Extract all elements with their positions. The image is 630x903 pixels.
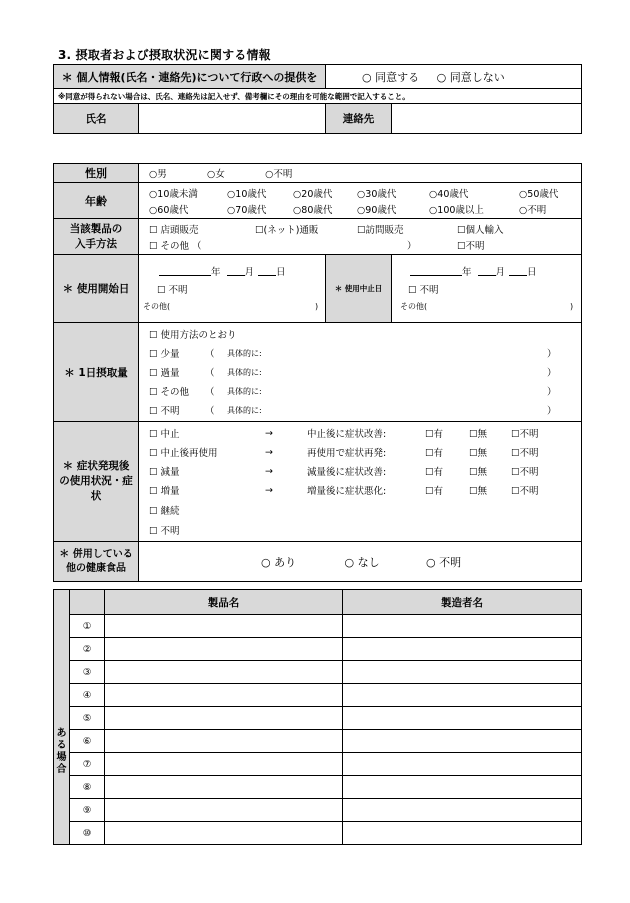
product-row-number: ⑤ [70, 707, 105, 730]
maker-name-field[interactable] [343, 776, 582, 799]
start-other-close: ) [315, 302, 319, 311]
age-option[interactable]: ○40歳代 [429, 188, 469, 200]
start-month-unit: 月 [244, 266, 255, 278]
age-option[interactable]: ○80歳代 [293, 204, 333, 216]
symptom-no-checkbox[interactable]: ☐無 [469, 486, 488, 497]
intake-paren: （ [205, 406, 215, 417]
consent-agree-radio[interactable]: ○ 同意する [362, 70, 420, 84]
source-label-line2: 入手方法 [75, 237, 117, 250]
product-name-field[interactable] [105, 661, 343, 684]
source-visit-checkbox[interactable]: ☐訪問販売 [357, 224, 404, 236]
maker-name-field[interactable] [343, 638, 582, 661]
age-option[interactable]: ○不明 [519, 204, 547, 216]
symptom-unknown-checkbox[interactable]: ☐不明 [511, 467, 539, 478]
product-name-field[interactable] [105, 822, 343, 845]
age-option[interactable]: ○90歳代 [357, 204, 397, 216]
symptom-continue-checkbox[interactable]: ☐ 継続 [149, 505, 180, 517]
product-row-number: ⑦ [70, 753, 105, 776]
intake-unknown-detail[interactable]: 具体的に: [227, 405, 262, 415]
intake-other-checkbox[interactable]: ☐ その他 [149, 387, 190, 398]
intake-as-directed-checkbox[interactable]: ☐ 使用方法のとおり [149, 330, 237, 341]
intake-small-checkbox[interactable]: ☐ 少量 [149, 349, 180, 360]
source-label-line1: 当該製品の [69, 222, 123, 235]
concomitant-label-line2: 他の健康食品 [66, 562, 126, 574]
start-date-label: ＊ 使用開始日 [54, 255, 139, 323]
consent-label: ＊ 個人情報(氏名・連絡先)について行政への提供を [54, 65, 326, 89]
symptom-label-line3: 状 [90, 490, 102, 502]
symptom-unknown-checkbox[interactable]: ☐不明 [511, 486, 539, 497]
col-product-name: 製品名 [105, 590, 343, 615]
maker-name-field[interactable] [343, 822, 582, 845]
source-unknown-checkbox[interactable]: ☐不明 [457, 240, 485, 252]
stop-other-field[interactable]: その他( [400, 302, 428, 311]
age-option[interactable]: ○10歳代 [227, 188, 267, 200]
age-option[interactable]: ○30歳代 [357, 188, 397, 200]
sex-male-radio[interactable]: ○男 [149, 169, 167, 180]
arrow-icon: → [265, 484, 273, 496]
start-other-field[interactable]: その他( [143, 302, 171, 311]
section-title: 3. 摂取者および摂取状況に関する情報 [58, 48, 271, 62]
intake-paren: （ [205, 387, 215, 398]
product-row-number: ⑨ [70, 799, 105, 822]
products-side-label: あ る 場 合 [54, 590, 70, 845]
maker-name-field[interactable] [343, 799, 582, 822]
symptom-no-checkbox[interactable]: ☐無 [469, 429, 488, 440]
intake-paren: （ [205, 349, 215, 360]
symptom-label-line2: の使用状況・症 [59, 475, 133, 487]
maker-name-field[interactable] [343, 615, 582, 638]
product-name-field[interactable] [105, 799, 343, 822]
stop-other-close: ) [570, 302, 574, 311]
start-year-unit: 年 [211, 266, 221, 278]
product-row-number: ① [70, 615, 105, 638]
arrow-icon: → [265, 465, 273, 477]
intake-close: ） [547, 406, 557, 417]
symptom-yes-checkbox[interactable]: ☐有 [425, 467, 444, 478]
main-info-table [53, 163, 582, 582]
consent-table [53, 64, 582, 134]
products-table [53, 589, 582, 845]
symptom-yes-checkbox[interactable]: ☐有 [425, 429, 444, 440]
start-year-field[interactable] [159, 265, 211, 276]
product-row-number: ⑩ [70, 822, 105, 845]
name-field[interactable] [139, 104, 326, 134]
product-row-number: ③ [70, 661, 105, 684]
symptom-unknown-checkbox[interactable]: ☐不明 [511, 429, 539, 440]
daily-intake-label: ＊ 1日摂取量 [54, 323, 139, 422]
maker-name-field[interactable] [343, 730, 582, 753]
stop-date-label: ＊ 使用中止日 [326, 255, 392, 323]
maker-name-field[interactable] [343, 661, 582, 684]
source-online-checkbox[interactable]: ☐(ネット)通販 [255, 224, 319, 236]
consent-note: ※同意が得られない場合は、氏名、連絡先は記入せず、備考欄にその理由を可能な範囲で記入すること。 [54, 89, 582, 104]
symptom-question: 再使用で症状再発: [307, 448, 387, 459]
source-other-checkbox[interactable]: ☐ その他 （ [149, 240, 202, 252]
product-name-field[interactable] [105, 615, 343, 638]
sex-unknown-radio[interactable]: ○不明 [265, 169, 293, 180]
start-day-field[interactable] [258, 265, 276, 276]
product-name-field[interactable] [105, 638, 343, 661]
stop-unknown-checkbox[interactable]: ☐ 不明 [408, 284, 439, 296]
stop-day-unit: 日 [527, 266, 537, 278]
intake-unknown-checkbox[interactable]: ☐ 不明 [149, 406, 180, 417]
product-row-number: ⑧ [70, 776, 105, 799]
symptom-yes-checkbox[interactable]: ☐有 [425, 486, 444, 497]
sex-female-radio[interactable]: ○女 [207, 169, 225, 180]
intake-small-detail[interactable]: 具体的に: [227, 348, 262, 358]
age-option[interactable]: ○60歳代 [149, 204, 189, 216]
stop-month-field[interactable] [478, 265, 496, 276]
symptom-reuse-checkbox[interactable]: ☐ 中止後再使用 [149, 448, 218, 459]
concomitant-unknown-radio[interactable]: ○ 不明 [426, 555, 462, 569]
intake-close: ） [547, 349, 557, 360]
name-label: 氏名 [54, 104, 139, 134]
product-name-field[interactable] [105, 753, 343, 776]
source-import-checkbox[interactable]: ☐個人輸入 [457, 224, 504, 236]
symptom-stop-checkbox[interactable]: ☐ 中止 [149, 429, 180, 440]
product-name-field[interactable] [105, 776, 343, 799]
contact-field[interactable] [392, 104, 582, 134]
intake-excess-checkbox[interactable]: ☐ 過量 [149, 368, 180, 379]
stop-year-unit: 年 [462, 266, 472, 278]
consent-disagree-radio[interactable]: ○ 同意しない [436, 70, 505, 84]
symptom-unknown-checkbox[interactable]: ☐不明 [511, 448, 539, 459]
age-label: 年齢 [54, 183, 139, 219]
symptom-yes-checkbox[interactable]: ☐有 [425, 448, 444, 459]
intake-paren: （ [205, 368, 215, 379]
age-option[interactable]: ○10歳未満 [149, 188, 198, 200]
start-day-unit: 日 [276, 266, 286, 278]
concomitant-no-radio[interactable]: ○ なし [344, 555, 380, 569]
stop-year-field[interactable] [410, 265, 462, 276]
symptom-label-line1: ＊ 症状発現後 [62, 460, 130, 472]
intake-close: ） [547, 368, 557, 379]
age-option[interactable]: ○50歳代 [519, 188, 559, 200]
intake-excess-detail[interactable]: 具体的に: [227, 367, 262, 377]
symptom-no-checkbox[interactable]: ☐無 [469, 448, 488, 459]
start-unknown-checkbox[interactable]: ☐ 不明 [157, 284, 188, 296]
concomitant-label-line1: ＊ 併用している [59, 548, 133, 560]
source-store-checkbox[interactable]: ☐ 店頭販売 [149, 224, 199, 236]
product-name-field[interactable] [105, 707, 343, 730]
symptom-unknown-overall-checkbox[interactable]: ☐ 不明 [149, 525, 180, 537]
maker-name-field[interactable] [343, 684, 582, 707]
product-row-number: ⑥ [70, 730, 105, 753]
sex-label: 性別 [54, 164, 139, 183]
source-other-close: ） [407, 240, 417, 252]
arrow-icon: → [265, 446, 273, 458]
maker-name-field[interactable] [343, 707, 582, 730]
symptom-reduce-checkbox[interactable]: ☐ 減量 [149, 467, 180, 478]
concomitant-yes-radio[interactable]: ○ あり [261, 555, 297, 569]
intake-close: ） [547, 387, 557, 398]
symptom-no-checkbox[interactable]: ☐無 [469, 467, 488, 478]
symptom-question: 増量後に症状悪化: [307, 486, 387, 497]
stop-month-unit: 月 [495, 266, 506, 278]
symptom-question: 中止後に症状改善: [307, 429, 387, 440]
product-name-field[interactable] [105, 730, 343, 753]
symptom-question: 減量後に症状改善: [307, 467, 387, 478]
intake-other-detail[interactable]: 具体的に: [227, 386, 262, 396]
symptom-increase-checkbox[interactable]: ☐ 増量 [149, 486, 180, 497]
start-month-field[interactable] [227, 265, 245, 276]
age-option[interactable]: ○70歳代 [227, 204, 267, 216]
arrow-icon: → [265, 427, 273, 439]
product-row-number: ② [70, 638, 105, 661]
product-name-field[interactable] [105, 684, 343, 707]
age-option[interactable]: ○100歳以上 [429, 204, 484, 216]
maker-name-field[interactable] [343, 753, 582, 776]
age-option[interactable]: ○20歳代 [293, 188, 333, 200]
contact-label: 連絡先 [326, 104, 392, 134]
col-maker-name: 製造者名 [343, 590, 582, 615]
product-row-number: ④ [70, 684, 105, 707]
stop-day-field[interactable] [509, 265, 527, 276]
